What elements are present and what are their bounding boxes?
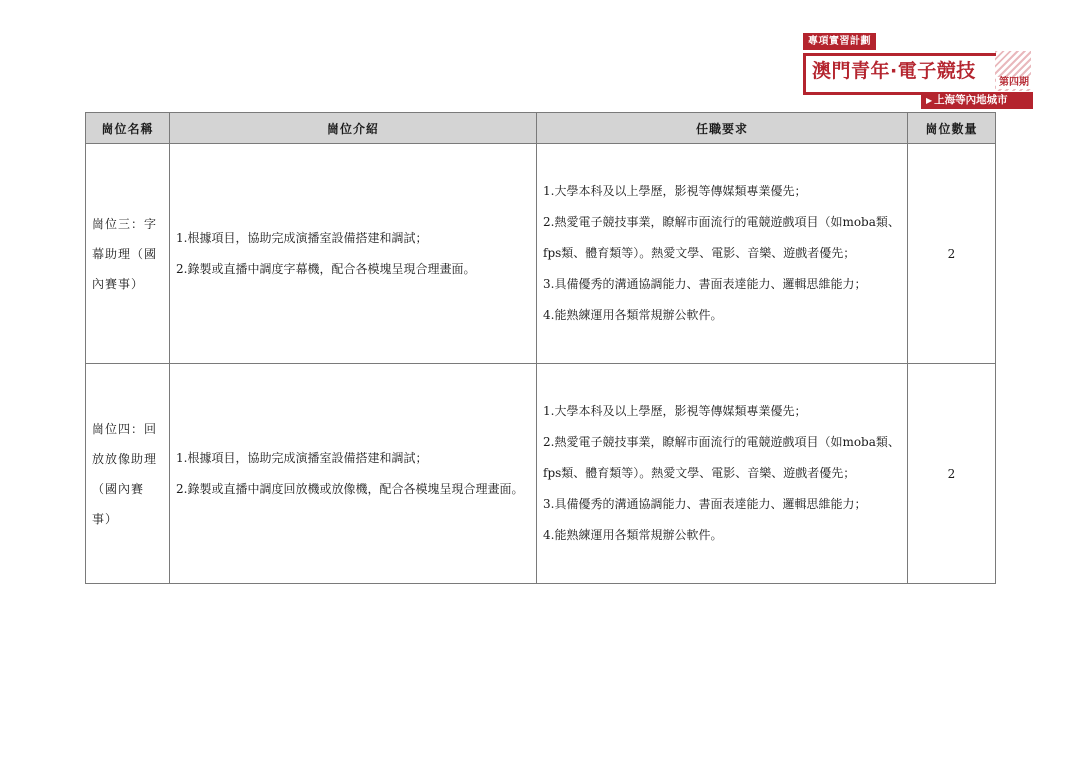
intro-item: 1.根據項目，協助完成演播室設備搭建和調試；: [176, 230, 428, 245]
play-arrow-icon: ▶: [926, 96, 933, 105]
position-requirements: [537, 364, 908, 584]
position-name: 崗位四：回放放像助理（國內賽事）: [86, 364, 170, 584]
position-count: 2: [908, 364, 996, 584]
intro-item: 1.根據項目，協助完成演播室設備搭建和調試；: [176, 450, 428, 465]
logo-tag: 專項實習計劃: [803, 33, 876, 50]
requirement-item: 3.具備優秀的溝通協調能力、書面表達能力、邏輯思維能力；: [543, 277, 867, 291]
requirement-item: 4.能熟練運用各類常規辦公軟件。: [543, 308, 723, 322]
requirement-item: 1.大學本科及以上學歷，影視等傳媒類專業優先；: [543, 184, 807, 198]
table-row: [86, 144, 996, 364]
job-table: [85, 112, 996, 584]
requirement-item: 2.熱愛電子競技事業，瞭解市面流行的電競遊戲項目（如moba類、fps類、體育類等）。熱愛文學、電影、音樂、遊戲者優先；: [543, 435, 900, 480]
position-name: 崗位三：字幕助理（國內賽事）: [86, 144, 170, 364]
header-position-name: 崗位名稱: [86, 113, 170, 144]
logo-period: 第四期: [996, 77, 1032, 89]
table-header-row: [86, 113, 996, 144]
logo-subtitle: [921, 92, 1033, 109]
requirement-item: 3.具備優秀的溝通協調能力、書面表達能力、邏輯思維能力；: [543, 497, 867, 511]
header-position-count: 崗位數量: [908, 113, 996, 144]
requirement-item: 1.大學本科及以上學歷，影視等傳媒類專業優先；: [543, 404, 807, 418]
intro-item: 2.錄製或直播中調度字幕機，配合各模塊呈現合理畫面。: [176, 261, 476, 276]
program-logo: [803, 33, 1033, 109]
header-requirements: 任職要求: [537, 113, 908, 144]
intro-item: 2.錄製或直播中調度回放機或放像機，配合各模塊呈現合理畫面。: [176, 481, 524, 496]
table-row: [86, 364, 996, 584]
position-requirements: [537, 144, 908, 364]
position-intro: [170, 364, 537, 584]
logo-subtitle-text: 上海等內地城市: [934, 94, 1008, 106]
requirement-item: 2.熱愛電子競技事業，瞭解市面流行的電競遊戲項目（如moba類、fps類、體育類等）。熱愛文學、電影、音樂、遊戲者優先；: [543, 215, 900, 260]
position-intro: [170, 144, 537, 364]
header-position-intro: 崗位介紹: [170, 113, 537, 144]
position-count: 2: [908, 144, 996, 364]
requirement-item: 4.能熟練運用各類常規辦公軟件。: [543, 528, 723, 542]
logo-title: 澳門青年·電子競技: [812, 60, 976, 82]
